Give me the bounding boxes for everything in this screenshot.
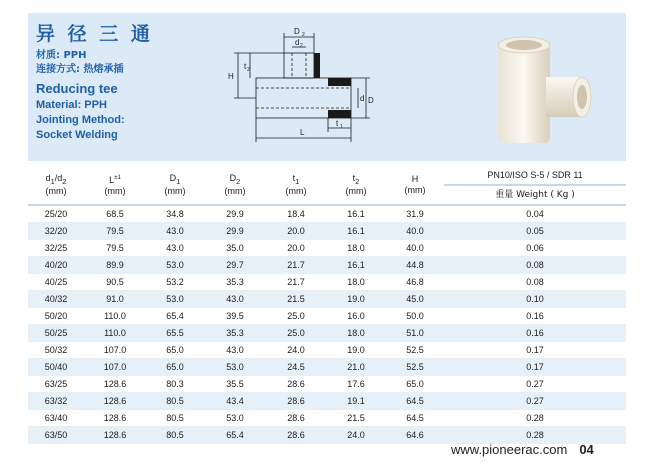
table-cell: 63/25 <box>28 376 84 393</box>
table-cell: 107.0 <box>84 342 146 359</box>
table-cell: 16.1 <box>326 205 386 223</box>
table-cell: 16.1 <box>326 223 386 240</box>
table-cell: 0.16 <box>444 325 626 342</box>
dimension-table <box>28 166 626 444</box>
table-row <box>28 359 626 376</box>
table-cell: 63/50 <box>28 427 84 444</box>
table-cell: 53.0 <box>204 359 266 376</box>
label-D1: D <box>368 96 374 105</box>
table-cell: 68.5 <box>84 205 146 223</box>
table-cell: 29.9 <box>204 223 266 240</box>
table-cell: 65.5 <box>146 325 204 342</box>
table-cell: 18.0 <box>326 325 386 342</box>
label-D2: D <box>294 27 300 36</box>
table-row <box>28 393 626 410</box>
table-row <box>28 205 626 223</box>
table-cell: 80.5 <box>146 410 204 427</box>
table-cell: 28.6 <box>266 393 326 410</box>
table-cell: 40.0 <box>386 240 444 257</box>
table-cell: 20.0 <box>266 223 326 240</box>
jointing-cn: 连接方式: 热熔承插 <box>36 64 124 75</box>
table-cell: 53.0 <box>146 257 204 274</box>
table-cell: 16.1 <box>326 257 386 274</box>
table-cell: 29.9 <box>204 205 266 223</box>
col-L: $L^{\pm 1}$ (mm) <box>84 166 146 205</box>
table-cell: 21.5 <box>266 291 326 308</box>
table-cell: 65.0 <box>146 359 204 376</box>
table-header-row <box>28 166 626 185</box>
table-cell: 43.4 <box>204 393 266 410</box>
col-t1: $t_1$ (mm) <box>266 166 326 205</box>
table-cell: 39.5 <box>204 308 266 325</box>
table-cell: 21.5 <box>326 410 386 427</box>
table-cell: 65.0 <box>146 342 204 359</box>
page-number: 04 <box>579 442 594 457</box>
table-cell: 80.3 <box>146 376 204 393</box>
table-cell: 52.5 <box>386 359 444 376</box>
table-cell: 79.5 <box>84 223 146 240</box>
table-cell: 0.27 <box>444 376 626 393</box>
table-cell: 46.8 <box>386 274 444 291</box>
table-row <box>28 376 626 393</box>
table-cell: 16.0 <box>326 308 386 325</box>
jointing-en-line2: Socket Welding <box>36 129 118 141</box>
table-cell: 43.0 <box>204 342 266 359</box>
svg-text:2: 2 <box>302 32 305 38</box>
table-cell: 110.0 <box>84 308 146 325</box>
svg-text:1: 1 <box>340 124 343 130</box>
table-cell: 18.4 <box>266 205 326 223</box>
table-cell: 0.17 <box>444 342 626 359</box>
table-cell: 0.08 <box>444 274 626 291</box>
table-cell: 32/20 <box>28 223 84 240</box>
table-cell: 19.1 <box>326 393 386 410</box>
table-cell: 64.5 <box>386 393 444 410</box>
col-D1: $D_1$ (mm) <box>146 166 204 205</box>
table-cell: 50/32 <box>28 342 84 359</box>
table-row <box>28 240 626 257</box>
label-t2: t <box>244 62 247 71</box>
table-row <box>28 325 626 342</box>
table-cell: 43.0 <box>146 223 204 240</box>
table-cell: 35.3 <box>204 274 266 291</box>
table-cell: 128.6 <box>84 376 146 393</box>
table-cell: 89.9 <box>84 257 146 274</box>
table-cell: 0.06 <box>444 240 626 257</box>
col-D2: $D_2$ (mm) <box>204 166 266 205</box>
table-row <box>28 342 626 359</box>
table-cell: 0.16 <box>444 308 626 325</box>
table-row <box>28 223 626 240</box>
material-cn: 材质: PPH <box>36 50 87 61</box>
table-cell: 50.0 <box>386 308 444 325</box>
table-cell: 24.0 <box>326 427 386 444</box>
table-cell: 43.0 <box>204 291 266 308</box>
label-L: L <box>300 128 305 137</box>
table-cell: 0.28 <box>444 427 626 444</box>
table-cell: 18.0 <box>326 240 386 257</box>
label-t1: t <box>336 119 339 128</box>
table-cell: 43.0 <box>146 240 204 257</box>
table-cell: 128.6 <box>84 393 146 410</box>
table-cell: 128.6 <box>84 427 146 444</box>
table-cell: 128.6 <box>84 410 146 427</box>
material-en: Material: PPH <box>36 99 107 111</box>
label-d2: d <box>295 38 300 47</box>
table-cell: 25.0 <box>266 325 326 342</box>
table-row <box>28 274 626 291</box>
table-cell: 45.0 <box>386 291 444 308</box>
table-cell: 91.0 <box>84 291 146 308</box>
table-cell: 80.5 <box>146 427 204 444</box>
page-footer <box>451 442 594 457</box>
col-d1-d2: $d_1/d_2$ (mm) <box>28 166 84 205</box>
table-cell: 21.0 <box>326 359 386 376</box>
product-header <box>28 13 626 161</box>
table-cell: 35.3 <box>204 325 266 342</box>
table-row <box>28 308 626 325</box>
table-cell: 19.0 <box>326 291 386 308</box>
title-en: Reducing tee <box>36 81 118 96</box>
jointing-en-line1: Jointing Method: <box>36 114 125 126</box>
table-row <box>28 291 626 308</box>
table-cell: 90.5 <box>84 274 146 291</box>
reducing-tee-photo <box>468 27 598 147</box>
table-cell: 0.17 <box>444 359 626 376</box>
table-row <box>28 410 626 427</box>
title-cn: 异 径 三 通 <box>36 23 153 45</box>
svg-text:2: 2 <box>300 43 303 49</box>
table-cell: 107.0 <box>84 359 146 376</box>
label-d1: d <box>360 94 365 103</box>
table-cell: 0.04 <box>444 205 626 223</box>
table-row <box>28 427 626 444</box>
table-cell: 65.0 <box>386 376 444 393</box>
table-cell: 32/25 <box>28 240 84 257</box>
table-cell: 28.6 <box>266 410 326 427</box>
table-cell: 25.0 <box>266 308 326 325</box>
table-cell: 31.9 <box>386 205 444 223</box>
table-cell: 35.0 <box>204 240 266 257</box>
label-H: H <box>228 72 234 81</box>
table-cell: 0.10 <box>444 291 626 308</box>
table-cell: 50/25 <box>28 325 84 342</box>
table-cell: 65.4 <box>146 308 204 325</box>
table-cell: 24.5 <box>266 359 326 376</box>
table-cell: 17.6 <box>326 376 386 393</box>
table-cell: 21.7 <box>266 257 326 274</box>
col-H: H (mm) <box>386 166 444 205</box>
table-cell: 110.0 <box>84 325 146 342</box>
table-cell: 40.0 <box>386 223 444 240</box>
col-t2: $t_2$ (mm) <box>326 166 386 205</box>
table-cell: 19.0 <box>326 342 386 359</box>
table-cell: 50/40 <box>28 359 84 376</box>
table-cell: 40/20 <box>28 257 84 274</box>
svg-text:2: 2 <box>247 67 250 73</box>
website-url: www.pioneerac.com <box>451 442 568 457</box>
table-cell: 21.7 <box>266 274 326 291</box>
table-cell: 0.27 <box>444 393 626 410</box>
table-cell: 50/20 <box>28 308 84 325</box>
table-cell: 65.4 <box>204 427 266 444</box>
table-cell: 20.0 <box>266 240 326 257</box>
table-cell: 40/32 <box>28 291 84 308</box>
table-cell: 80.5 <box>146 393 204 410</box>
table-cell: 0.08 <box>444 257 626 274</box>
weight-header: 重量 Weight ( Kg ) <box>444 185 626 205</box>
table-cell: 63/40 <box>28 410 84 427</box>
table-cell: 64.5 <box>386 410 444 427</box>
table-cell: 64.6 <box>386 427 444 444</box>
table-cell: 18.0 <box>326 274 386 291</box>
table-cell: 0.28 <box>444 410 626 427</box>
table-cell: 44.8 <box>386 257 444 274</box>
pn-header: PN10/ISO S-5 / SDR 11 <box>444 166 626 185</box>
table-cell: 29.7 <box>204 257 266 274</box>
table-cell: 34.8 <box>146 205 204 223</box>
table-cell: 53.0 <box>146 291 204 308</box>
table-cell: 35.5 <box>204 376 266 393</box>
table-cell: 25/20 <box>28 205 84 223</box>
table-cell: 63/32 <box>28 393 84 410</box>
table-cell: 28.6 <box>266 427 326 444</box>
table-cell: 40/25 <box>28 274 84 291</box>
table-cell: 51.0 <box>386 325 444 342</box>
table-cell: 79.5 <box>84 240 146 257</box>
table-cell: 0.05 <box>444 223 626 240</box>
table-cell: 53.2 <box>146 274 204 291</box>
table-row <box>28 257 626 274</box>
table-cell: 52.5 <box>386 342 444 359</box>
table-cell: 53.0 <box>204 410 266 427</box>
table-cell: 24.0 <box>266 342 326 359</box>
tee-dimension-diagram <box>216 23 376 148</box>
table-cell: 28.6 <box>266 376 326 393</box>
